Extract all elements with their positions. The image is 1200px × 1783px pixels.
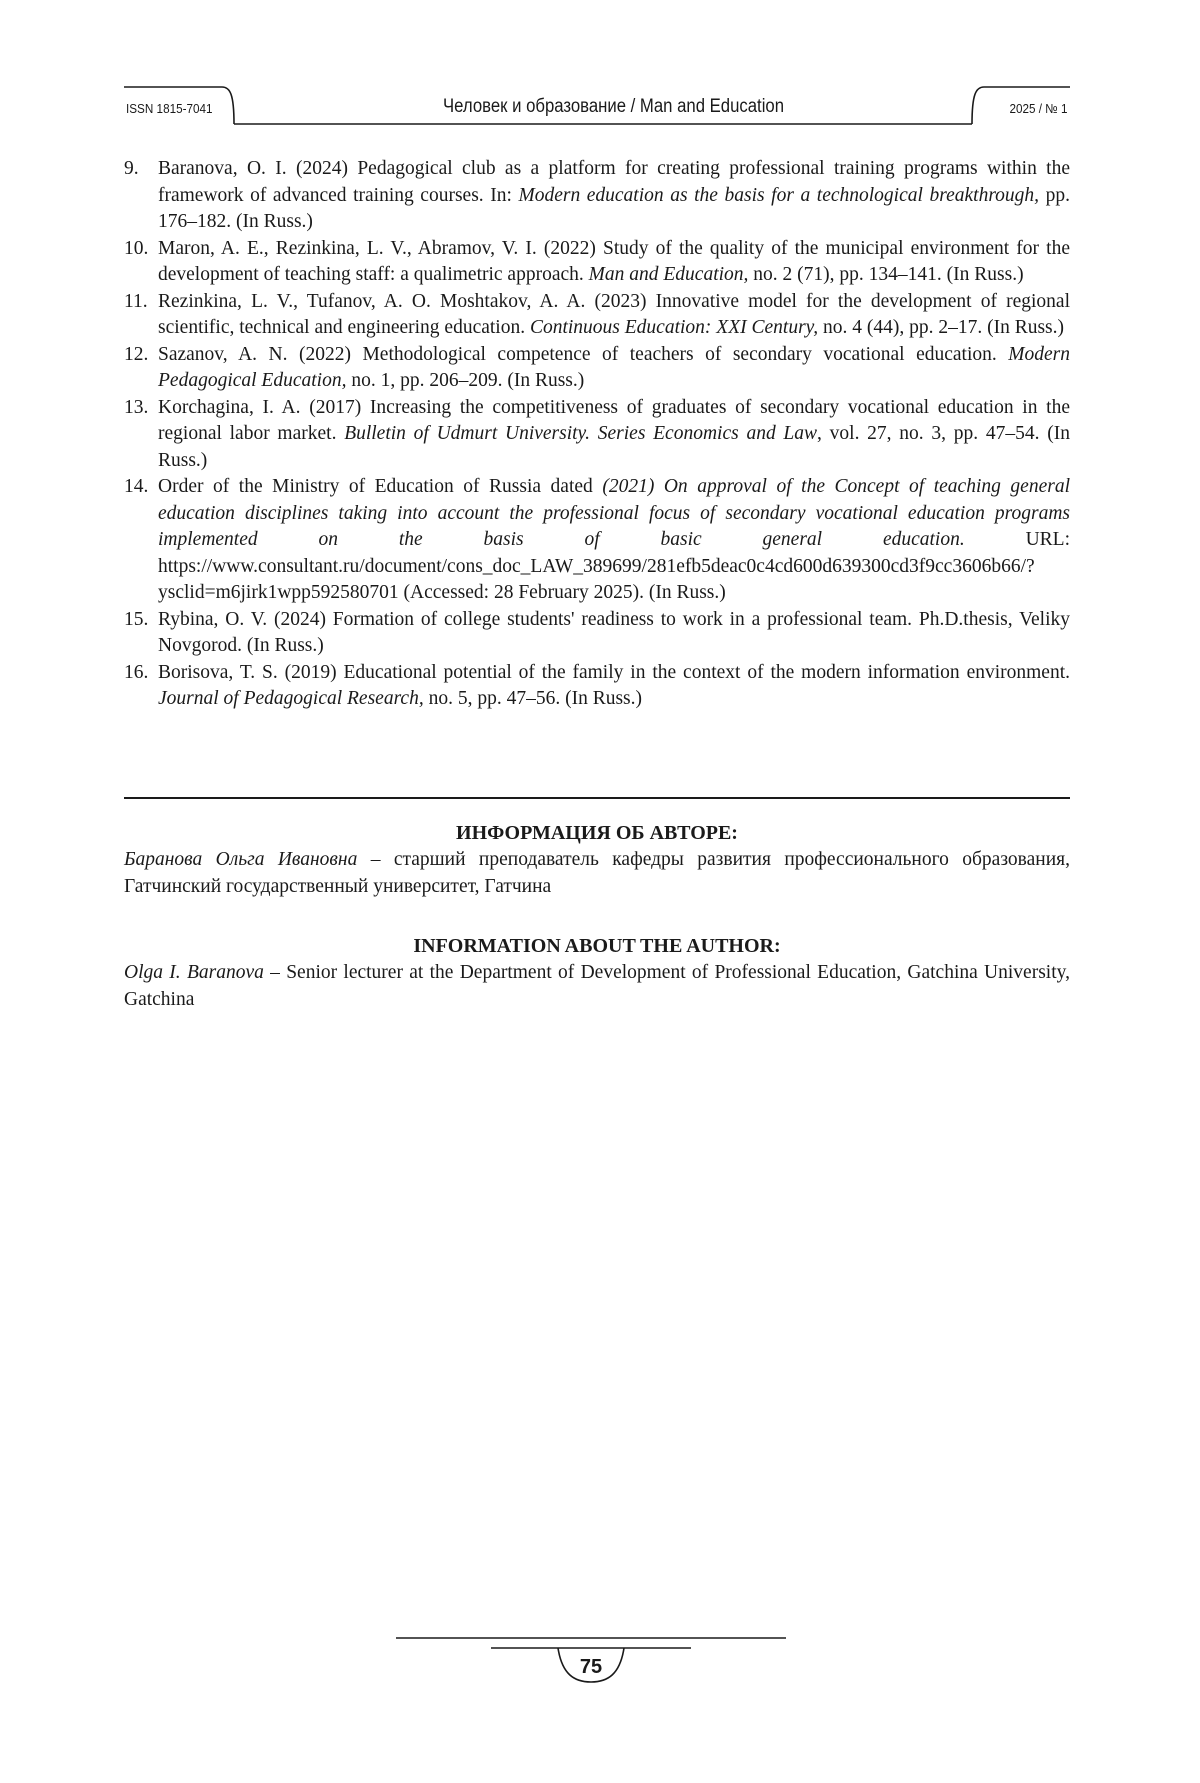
author-text-en	[124, 960, 1070, 1013]
reference-source-title: Modern education as the basis for a technological breakthrough,	[518, 185, 1039, 206]
reference-text: URL: https://www.consultant.ru/document/cons_doc_LAW_389699/281efb5deac0c4cd600d639300cd3f9cc3606b66/?ysclid=m6jirk1wpp592580701 (Accessed: 28 February 2025). (In Russ.)	[158, 529, 1070, 603]
author-heading-ru: ИНФОРМАЦИЯ ОБ АВТОРЕ:	[124, 820, 1070, 847]
author-name-ru: Баранова Ольга Ивановна	[124, 849, 357, 870]
reference-source-title: Man and Education,	[589, 264, 749, 285]
reference-text: Korchagina, I. A. (2017) Increasing the competitiveness of graduates of secondary vocational education in the regional labor market.	[158, 397, 1070, 445]
author-details-ru: – старший преподаватель кафедры развития профессионального образования, Гатчинский государственный университет, Гатчина	[124, 849, 1070, 897]
references-list	[124, 156, 1070, 713]
reference-source-title: Modern Pedagogical Education,	[158, 344, 1070, 392]
reference-item	[124, 156, 1070, 236]
reference-number: 10.	[124, 236, 148, 263]
reference-text: no. 4 (44), pp. 2–17. (In Russ.)	[818, 317, 1064, 338]
reference-number: 15.	[124, 607, 148, 634]
reference-number: 13.	[124, 395, 148, 422]
page-footer	[396, 1636, 786, 1696]
author-name-en: Olga I. Baranova	[124, 962, 264, 983]
reference-source-title: Bulletin of Udmurt University. Series Economics and Law	[344, 423, 817, 444]
reference-source-title: (2021) On approval of the Concept of teaching general education disciplines taking into account the professional focus of secondary vocational education programs implemented on the basis of basic general education.	[158, 476, 1070, 550]
running-header	[124, 86, 1070, 130]
reference-text: Baranova, O. I. (2024) Pedagogical club as a platform for creating professional training programs within the framework of advanced training courses. In:	[158, 158, 1070, 206]
reference-item	[124, 289, 1070, 342]
author-info-en	[124, 933, 1070, 1013]
reference-item	[124, 236, 1070, 289]
reference-item	[124, 607, 1070, 660]
reference-number: 11.	[124, 289, 148, 316]
reference-text: Borisova, T. S. (2019) Educational potential of the family in the context of the modern information environment.	[158, 662, 1070, 683]
issue-label: 2025 / № 1	[1010, 101, 1068, 116]
journal-title: Человек и образование / Man and Education	[443, 96, 751, 118]
page-number: 75	[561, 1656, 621, 1679]
reference-text: no. 2 (71), pp. 134–141. (In Russ.)	[748, 264, 1023, 285]
reference-number: 16.	[124, 660, 148, 687]
reference-source-title: Journal of Pedagogical Research,	[158, 688, 424, 709]
reference-text: Maron, A. E., Rezinkina, L. V., Abramov, V. I. (2022) Study of the quality of the municipal environment for the development of teaching staff: a qualimetric approach.	[158, 238, 1070, 286]
reference-number: 12.	[124, 342, 148, 369]
author-details-en: – Senior lecturer at the Department of Development of Professional Education, Gatchina University, Gatchina	[124, 962, 1070, 1010]
reference-number: 9.	[124, 156, 139, 183]
reference-text: Sazanov, A. N. (2022) Methodological competence of teachers of secondary vocational education.	[158, 344, 1008, 365]
reference-text: Rezinkina, L. V., Tufanov, A. O. Moshtakov, A. A. (2023) Innovative model for the development of regional scientific, technical and engineering education.	[158, 291, 1070, 339]
reference-text: , vol. 27, no. 3, pp. 47–54. (In Russ.)	[158, 423, 1070, 471]
reference-text: pp. 176–182. (In Russ.)	[158, 185, 1070, 233]
reference-item	[124, 395, 1070, 475]
author-info-ru	[124, 820, 1070, 900]
reference-item	[124, 660, 1070, 713]
issn-label: ISSN 1815-7041	[126, 101, 213, 116]
reference-text: no. 5, pp. 47–56. (In Russ.)	[424, 688, 642, 709]
reference-text: Order of the Ministry of Education of Russia dated	[158, 476, 602, 497]
reference-item	[124, 342, 1070, 395]
section-divider	[124, 797, 1070, 799]
author-text-ru	[124, 847, 1070, 900]
reference-source-title: Continuous Education: XXI Century,	[530, 317, 818, 338]
reference-item	[124, 474, 1070, 607]
reference-text: Rybina, O. V. (2024) Formation of college students' readiness to work in a professional team. Ph.D.thesis, Veliky Novgorod. (In Russ.)	[158, 609, 1070, 657]
reference-number: 14.	[124, 474, 148, 501]
author-heading-en: INFORMATION ABOUT THE AUTHOR:	[124, 933, 1070, 960]
reference-text: no. 1, pp. 206–209. (In Russ.)	[346, 370, 584, 391]
